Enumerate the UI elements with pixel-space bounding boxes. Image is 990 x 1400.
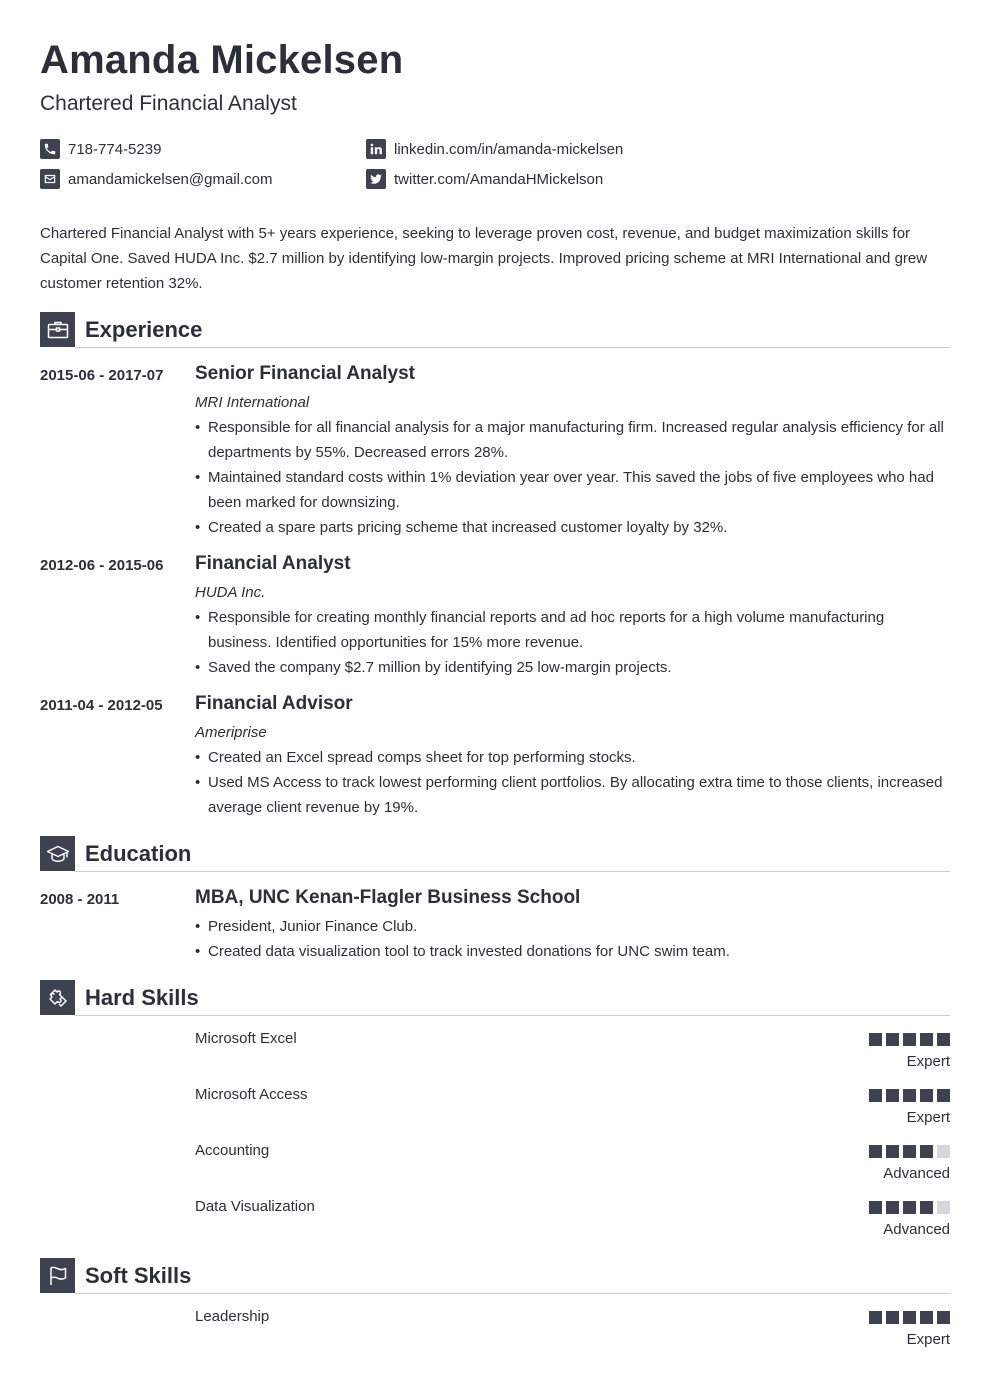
skill-rating (865, 1311, 950, 1324)
twitter-icon (366, 169, 386, 189)
education-dates: 2008 - 2011 (40, 891, 120, 908)
rating-dot-empty (937, 1201, 950, 1214)
rating-dot-filled (920, 1089, 933, 1102)
rating-dot-filled (886, 1201, 899, 1214)
rating-dot-filled (869, 1201, 882, 1214)
skill-row (195, 1308, 950, 1358)
job-dates: 2011-04 - 2012-05 (40, 697, 163, 714)
puzzle-icon (40, 980, 75, 1015)
job-bullets (195, 745, 950, 820)
skill-name: Accounting (195, 1142, 270, 1159)
rating-dot-filled (920, 1033, 933, 1046)
rating-dot-filled (886, 1311, 899, 1324)
rating-dot-filled (903, 1089, 916, 1102)
contact-email (40, 169, 272, 189)
skill-name: Microsoft Access (195, 1086, 308, 1103)
rating-dot-filled (886, 1145, 899, 1158)
bullet-item: • Created an Excel spread comps sheet for top performing stocks. (195, 745, 950, 770)
rating-dot-filled (903, 1311, 916, 1324)
section-divider (75, 1015, 950, 1016)
email-text[interactable]: amandamickelsen@gmail.com (68, 170, 273, 188)
job-company: Ameriprise (195, 724, 267, 741)
contact-linkedin (366, 139, 623, 159)
education-entry (40, 887, 950, 967)
soft-skills-section-header (40, 1258, 950, 1294)
skill-row (195, 1198, 950, 1248)
education-section-header (40, 836, 950, 872)
rating-dot-filled (920, 1311, 933, 1324)
skill-rating (865, 1089, 950, 1102)
experience-section-header (40, 312, 950, 348)
rating-dot-filled (869, 1145, 882, 1158)
rating-dot-filled (869, 1311, 882, 1324)
skill-level: Expert (906, 1053, 950, 1070)
rating-dot-filled (903, 1201, 916, 1214)
skill-row (195, 1086, 950, 1136)
bullet-item: • Saved the company $2.7 million by identifying 25 low-margin projects. (195, 655, 950, 680)
section-divider (75, 871, 950, 872)
job-title: Financial Advisor (195, 693, 353, 714)
experience-entry (40, 553, 950, 683)
rating-dot-filled (920, 1201, 933, 1214)
candidate-title: Chartered Financial Analyst (40, 92, 297, 115)
job-title: Financial Analyst (195, 553, 351, 574)
skill-level: Expert (906, 1109, 950, 1126)
mail-icon (40, 169, 60, 189)
bullet-item: • Used MS Access to track lowest performing client portfolios. By allocating extra time to those clients, increased average client revenue by 19%. (195, 770, 950, 820)
bullet-item: • Created data visualization tool to track invested donations for UNC swim team. (195, 939, 950, 964)
skill-name: Data Visualization (195, 1198, 315, 1215)
hard-skills-heading: Hard Skills (85, 985, 199, 1010)
skill-level: Expert (906, 1331, 950, 1348)
bullet-item: • Responsible for creating monthly financial reports and ad hoc reports for a high volume manufacturing business. Identified opportunities for 15% more revenue. (195, 605, 950, 655)
education-degree: MBA, UNC Kenan-Flagler Business School (195, 887, 581, 908)
job-company: HUDA Inc. (195, 584, 266, 601)
experience-entry (40, 693, 950, 823)
job-dates: 2015-06 - 2017-07 (40, 367, 164, 384)
job-bullets (195, 415, 950, 540)
profile-summary: Chartered Financial Analyst with 5+ years experience, seeking to leverage proven cost, revenue, and budget maximization skills for Capital One. Saved HUDA Inc. $2.7 million by identifying low-margin projects. Improved pricing scheme at MRI International and grew customer retention 32%. (40, 225, 928, 292)
skill-rating (865, 1201, 950, 1214)
flag-icon (40, 1258, 75, 1293)
section-divider (75, 347, 950, 348)
bullet-item: • Maintained standard costs within 1% deviation year over year. This saved the jobs of five employees who had been marked for downsizing. (195, 465, 950, 515)
skill-rating (865, 1033, 950, 1046)
rating-dot-filled (937, 1089, 950, 1102)
education-heading: Education (85, 841, 192, 866)
rating-dot-filled (869, 1089, 882, 1102)
skill-row (195, 1142, 950, 1192)
job-title: Senior Financial Analyst (195, 363, 415, 384)
skill-level: Advanced (883, 1165, 950, 1182)
skill-rating (865, 1145, 950, 1158)
contact-twitter (366, 169, 603, 189)
skill-row (195, 1030, 950, 1080)
experience-heading: Experience (85, 317, 203, 342)
phone-text[interactable]: 718-774-5239 (68, 140, 162, 158)
rating-dot-filled (903, 1145, 916, 1158)
rating-dot-filled (886, 1033, 899, 1046)
rating-dot-filled (886, 1089, 899, 1102)
bullet-item: • Created a spare parts pricing scheme that increased customer loyalty by 32%. (195, 515, 950, 540)
hard-skills-section-header (40, 980, 950, 1016)
job-dates: 2012-06 - 2015-06 (40, 557, 164, 574)
linkedin-text[interactable]: linkedin.com/in/amanda-mickelsen (394, 140, 624, 158)
bullet-item: • President, Junior Finance Club. (195, 914, 950, 939)
rating-dot-filled (903, 1033, 916, 1046)
graduation-cap-icon (40, 836, 75, 871)
skill-name: Leadership (195, 1308, 270, 1325)
education-bullets (195, 914, 950, 964)
candidate-name: Amanda Mickelsen (40, 38, 404, 82)
briefcase-icon (40, 312, 75, 347)
rating-dot-empty (937, 1145, 950, 1158)
rating-dot-filled (937, 1311, 950, 1324)
rating-dot-filled (869, 1033, 882, 1046)
bullet-item: • Responsible for all financial analysis for a major manufacturing firm. Increased regular analysis efficiency for all departments by 55%. Decreased errors 28%. (195, 415, 950, 465)
section-divider (75, 1293, 950, 1294)
linkedin-icon (366, 139, 386, 159)
contact-phone (40, 139, 161, 159)
job-bullets (195, 605, 950, 680)
phone-icon (40, 139, 60, 159)
rating-dot-filled (920, 1145, 933, 1158)
skill-name: Microsoft Excel (195, 1030, 297, 1047)
skill-level: Advanced (883, 1221, 950, 1238)
job-company: MRI International (195, 394, 310, 411)
rating-dot-filled (937, 1033, 950, 1046)
twitter-text[interactable]: twitter.com/AmandaHMickelson (394, 170, 604, 188)
soft-skills-heading: Soft Skills (85, 1263, 192, 1288)
experience-entry (40, 363, 950, 543)
